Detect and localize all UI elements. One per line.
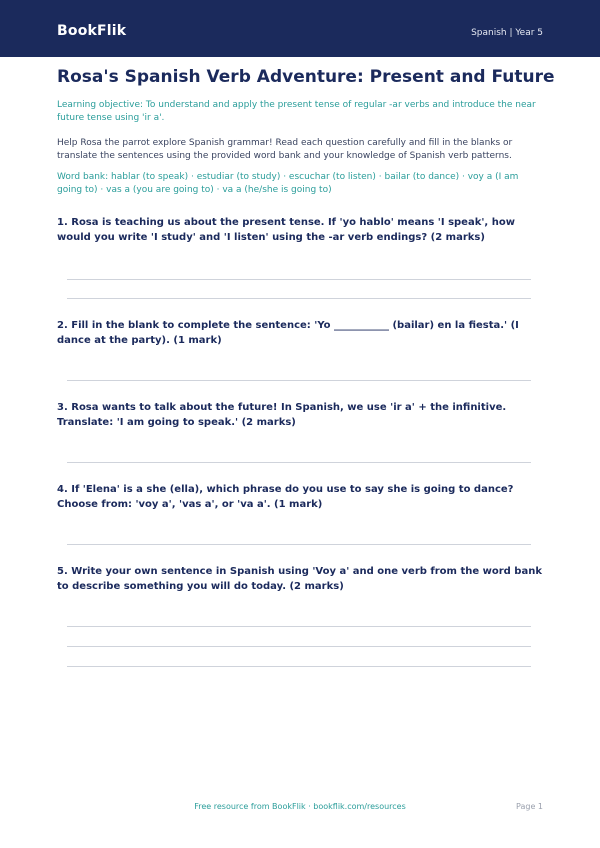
answer-line-2a[interactable]	[67, 380, 531, 381]
brand-logo: BookFlik	[57, 23, 127, 39]
answer-line-5c[interactable]	[67, 666, 531, 667]
page-number: Page 1	[516, 802, 543, 811]
question-2: 2. Fill in the blank to complete the sentence: 'Yo ___________ (bailar) en la fiesta.' (I dance at the party). (1 mark)	[57, 320, 519, 346]
answer-line-4a[interactable]	[67, 544, 531, 545]
word-bank: Word bank: hablar (to speak) · estudiar (to study) · escuchar (to listen) · bailar (to dance) · voy a (I am going to) · vas a (you are going to) · va a (he/she is going to)	[57, 172, 519, 195]
answer-line-5a[interactable]	[67, 626, 531, 627]
page-header	[0, 0, 600, 57]
question-3: 3. Rosa wants to talk about the future! In Spanish, we use 'ir a' + the infinitive. Translate: 'I am going to speak.' (2 marks)	[57, 402, 507, 428]
worksheet-title: Rosa's Spanish Verb Adventure: Present and Future	[57, 67, 555, 87]
question-4: 4. If 'Elena' is a she (ella), which phrase do you use to say she is going to dance? Choose from: 'voy a', 'vas a', or 'va a'. (1 mark)	[57, 484, 514, 510]
question-5: 5. Write your own sentence in Spanish using 'Voy a' and one verb from the word bank to describe something you will do today. (2 marks)	[57, 566, 542, 592]
footer-credit: Free resource from BookFlik · bookflik.com/resources	[194, 802, 406, 811]
learning-objective: Learning objective: To understand and apply the present tense of regular -ar verbs and introduce the near future tense using 'ir a'.	[57, 100, 536, 123]
answer-line-1a[interactable]	[67, 279, 531, 280]
answer-line-3a[interactable]	[67, 462, 531, 463]
question-1: 1. Rosa is teaching us about the present tense. If 'yo hablo' means 'I speak', how would you write 'I study' and 'I listen' using the -ar verb endings? (2 marks)	[57, 217, 515, 243]
subject-year: Spanish | Year 5	[471, 28, 543, 38]
answer-line-1b[interactable]	[67, 298, 531, 299]
answer-line-5b[interactable]	[67, 646, 531, 647]
instructions: Help Rosa the parrot explore Spanish grammar! Read each question carefully and fill in the blanks or translate the sentences using the provided word bank and your knowledge of Spanish verb patterns.	[57, 138, 513, 161]
